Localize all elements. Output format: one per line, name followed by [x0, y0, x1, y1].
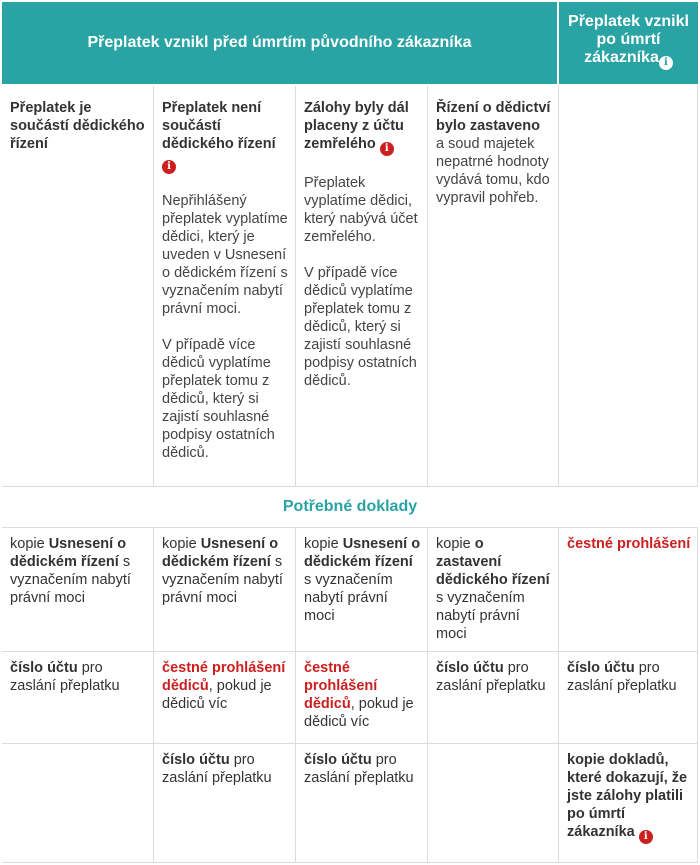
doc-cell: čestné prohlášení dědiců, pokud je dědiců víc — [304, 660, 414, 730]
doc-cell: kopie dokladů, které dokazují, že jste zálohy platili po úmrtí zákazníka i — [567, 752, 688, 842]
info-icon[interactable]: i — [639, 830, 653, 844]
doc-cell: kopie Usnesení o dědickém řízení s vyznačením nabytí právní moci — [162, 536, 283, 606]
doc-cell: čestné prohlášení dědiců, pokud je dědiců víc — [162, 660, 286, 712]
divider — [697, 528, 698, 863]
doc-cell: číslo účtu pro zaslání přeplatku — [436, 660, 546, 694]
case-description: Nepřihlášený přeplatek vyplatíme dědici, který je uveden v Usnesení o dědickém řízení s vyznačením nabytí právní moci. V případě více dědiců vyplatíme přeplatek tomu z dědiců, který si zajistí souhlasné podpisy ostatních dědiců. — [162, 193, 288, 461]
divider — [697, 86, 698, 486]
case-description: Řízení o dědictví bylo zastaveno a soud majetek nepatrné hodnoty vydává tomu, kdo vypravil pohřeb. — [436, 100, 551, 206]
info-icon[interactable]: i — [659, 56, 673, 70]
required-documents-heading: Potřebné doklady — [282, 498, 418, 515]
doc-cell: číslo účtu pro zaslání přeplatku — [162, 752, 272, 786]
heirs-sworn-statement-link[interactable]: čestné prohlášení dědiců — [304, 660, 378, 712]
doc-cell: kopie Usnesení o dědickém řízení s vyznačením nabytí právní moci — [10, 536, 131, 606]
case-not-part-of-inheritance — [154, 99, 295, 485]
divider — [2, 862, 698, 863]
divider — [2, 743, 698, 744]
heirs-sworn-statement-link[interactable]: čestné prohlášení dědiců — [162, 660, 286, 694]
case-title: Zálohy byly dál placeny z účtu zemřelého i — [304, 100, 409, 154]
case-inheritance-proceedings-stopped — [428, 99, 558, 485]
case-description: Přeplatek vyplatíme dědici, který nabývá účet zemřelého. V případě více dědiců vyplatíme přeplatek tomu z dědiců, který si zajistí souhlasné podpisy ostatních dědiců. — [304, 175, 418, 389]
doc-cell: kopie o zastavení dědického řízení s vyznačením nabytí právní moci — [436, 536, 550, 642]
case-title: Přeplatek je součástí dědického řízení — [10, 100, 145, 152]
doc-cell — [559, 535, 697, 650]
doc-cell: číslo účtu pro zaslání přeplatku — [10, 660, 120, 694]
header-before-death-label: Přeplatek vznikl před úmrtím původního zákazníka — [87, 34, 472, 51]
case-title: Přeplatek není součástí dědického řízení i — [162, 100, 276, 172]
header-after-death — [559, 2, 698, 84]
case-deposits-paid-from-deceased-account — [296, 99, 427, 485]
doc-cell: kopie Usnesení o dědickém řízení s vyznačením nabytí právní moci — [304, 536, 421, 624]
divider — [2, 651, 698, 652]
info-icon[interactable]: i — [162, 160, 176, 174]
divider — [558, 86, 559, 486]
case-part-of-inheritance — [2, 99, 153, 485]
info-icon[interactable]: i — [380, 142, 394, 156]
header-after-death-label: Přeplatek vznikl po úmrtí zákazníka — [568, 13, 689, 66]
sworn-statement-link[interactable]: čestné prohlášení — [567, 536, 691, 552]
divider — [2, 527, 698, 528]
doc-cell: číslo účtu pro zaslání přeplatku — [567, 660, 677, 694]
doc-cell: číslo účtu pro zaslání přeplatku — [304, 752, 414, 786]
header-before-death — [2, 2, 557, 84]
